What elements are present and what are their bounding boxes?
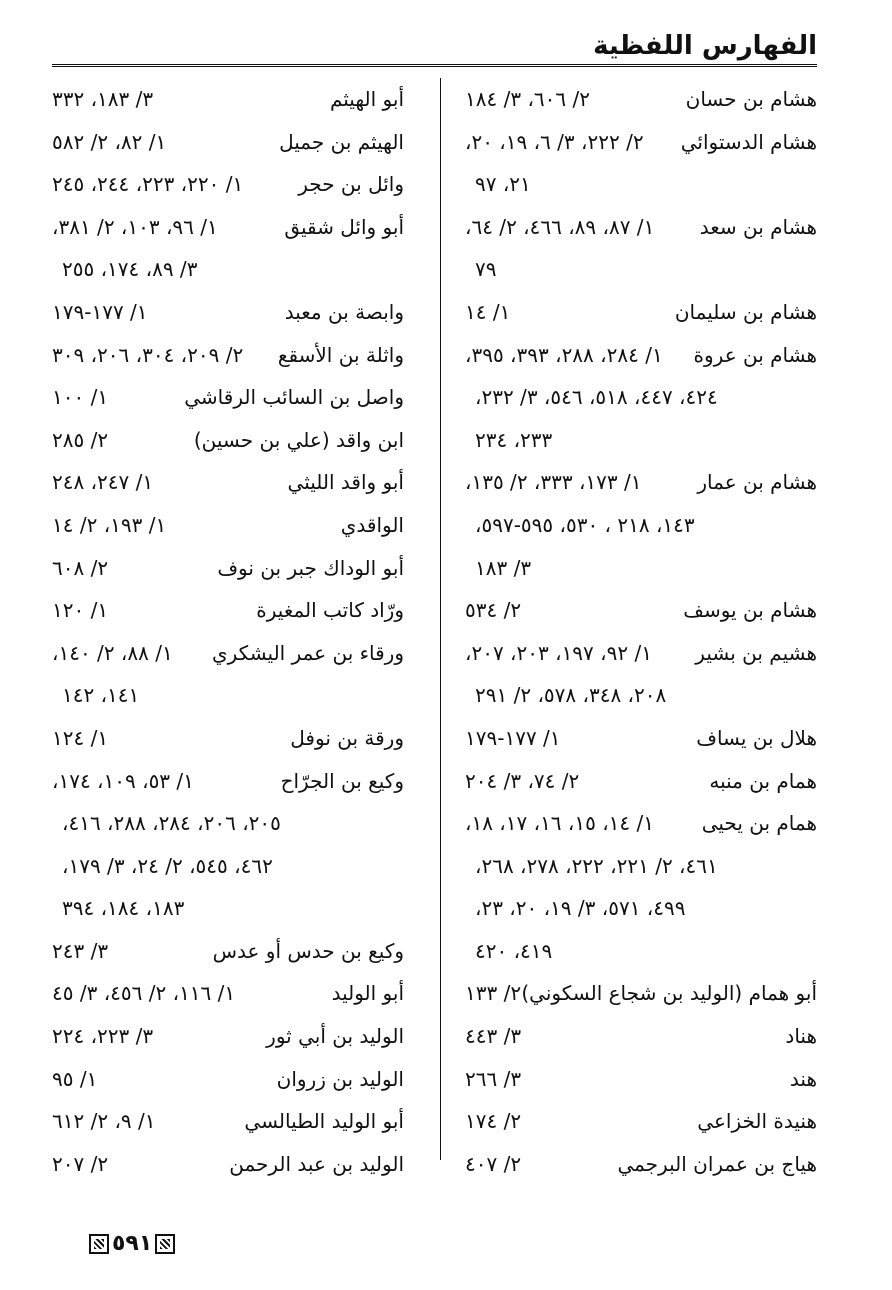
- entry-refs: ٣/ ١٨٣، ٣٣٢: [52, 87, 154, 111]
- entry-name: أبو الوداك جبر بن نوف: [217, 555, 404, 580]
- ornament-icon: [89, 1234, 109, 1254]
- entry-refs-continuation: ٢٠٥، ٢٠٦، ٢٨٤، ٢٨٨، ٤١٦،: [62, 811, 281, 836]
- index-entry-line: [52, 717, 404, 760]
- index-entry-line: [465, 1100, 817, 1143]
- entry-refs-continuation: ٣/ ١٨٣: [475, 555, 532, 580]
- entry-refs: ٢/ ١٣٣: [465, 981, 522, 1006]
- index-entry-line: [52, 419, 404, 462]
- index-entry: [52, 632, 404, 717]
- index-entry: [465, 632, 817, 717]
- index-entry-line: [465, 1143, 817, 1186]
- index-entry-line: [465, 121, 817, 164]
- entry-name: وابصة بن معبد: [284, 299, 404, 324]
- entry-refs: ١/ ١٠٠: [52, 385, 109, 410]
- entry-name: أبو همام (الوليد بن شجاع السكوني): [521, 981, 817, 1006]
- index-entry: [52, 589, 404, 632]
- page-title: الفهارس اللفظية: [593, 31, 817, 61]
- index-entry-line: [52, 206, 404, 249]
- entry-name: هياج بن عمران البرجمي: [617, 1151, 817, 1176]
- entry-refs: ١/ ٢٤٧، ٢٤٨: [52, 470, 154, 495]
- entry-refs: ١/ ٩، ٢/ ٦١٢: [52, 1109, 156, 1134]
- entry-refs: ٣/ ٢٢٣، ٢٢٤: [52, 1024, 154, 1049]
- entry-refs: ٣/ ٤٤٣: [465, 1024, 522, 1049]
- index-entry-line: [52, 632, 404, 675]
- entry-name: وائل بن حجر: [298, 172, 404, 197]
- entry-refs: ١/ ١٢٤: [52, 725, 109, 750]
- index-entry: [465, 1058, 817, 1101]
- entry-name: الواقدي: [340, 512, 404, 537]
- index-entry-line: [52, 760, 404, 803]
- index-entry: [465, 1015, 817, 1058]
- index-entry-line: [52, 1015, 404, 1058]
- index-entry: [52, 930, 404, 973]
- entry-refs: ٢/ ٢٨٥: [52, 427, 109, 452]
- entry-name: أبو الهيثم: [329, 87, 404, 111]
- index-entry: [52, 334, 404, 377]
- entry-refs: ١/ ١٧٧-١٧٩: [52, 299, 148, 324]
- index-entry: [465, 717, 817, 760]
- index-entry-line: [52, 78, 404, 121]
- index-entry-line: [52, 163, 404, 206]
- entry-name: الوليد بن زروان: [276, 1066, 404, 1091]
- entry-refs: ٢/ ١٧٤: [465, 1109, 522, 1134]
- entry-name: ورقة بن نوفل: [290, 725, 404, 750]
- index-entry-line: [465, 461, 817, 504]
- entry-refs-continuation: ٤٩٩، ٥٧١، ٣/ ١٩، ٢٠، ٢٣،: [475, 896, 686, 921]
- index-entry-line: [52, 334, 404, 377]
- entry-refs-continuation: ٤٦١، ٢/ ٢٢١، ٢٢٢، ٢٧٨، ٢٦٨،: [475, 853, 718, 878]
- index-entry-line: [52, 547, 404, 590]
- entry-refs: ٢/ ٤٠٧: [465, 1151, 522, 1176]
- index-entry-line: [465, 291, 817, 334]
- index-entry: [465, 121, 817, 206]
- index-entry-line: [52, 930, 404, 973]
- index-entry: [52, 163, 404, 206]
- entry-refs: ١/ ٥٣، ١٠٩، ١٧٤،: [52, 768, 194, 793]
- entry-name: همام بن منبه: [709, 768, 817, 793]
- page-number-text: ٥٩١: [112, 1231, 153, 1256]
- entry-refs-continuation: ٤٦٢، ٥٤٥، ٢/ ٢٤، ٣/ ١٧٩،: [62, 853, 273, 878]
- index-entry: [465, 334, 817, 462]
- entry-refs: ٣/ ٢٤٣: [52, 938, 109, 963]
- entry-name: همام بن يحيى: [701, 811, 817, 836]
- index-entry-line: [52, 1100, 404, 1143]
- entry-refs-continuation: ١٤١، ١٤٢: [62, 683, 140, 708]
- index-entry: [465, 589, 817, 632]
- index-entry: [52, 419, 404, 462]
- index-entry-line: [52, 1058, 404, 1101]
- entry-refs: ١/ ١٤: [465, 299, 511, 324]
- index-entry: [52, 291, 404, 334]
- entry-refs-continuation: ٤٢٤، ٤٤٧، ٥١٨، ٥٤٦، ٣/ ٢٣٢،: [475, 385, 718, 410]
- index-entry-line: [52, 291, 404, 334]
- entry-name: هلال بن يساف: [696, 725, 817, 750]
- entry-refs: ١/ ١٤، ١٥، ١٦، ١٧، ١٨،: [465, 811, 654, 836]
- index-column-right: [465, 78, 817, 1176]
- entry-name: الوليد بن أبي ثور: [266, 1024, 404, 1049]
- ornament-icon: [155, 1234, 175, 1254]
- index-entry: [52, 1143, 404, 1186]
- entry-name: هند: [789, 1066, 817, 1091]
- index-entry: [52, 717, 404, 760]
- index-entry: [465, 760, 817, 803]
- entry-name: هشيم بن بشير: [695, 640, 817, 665]
- index-entry-line: [52, 376, 404, 419]
- entry-refs: ٢/ ٢٢٢، ٣/ ٦، ١٩، ٢٠،: [465, 129, 644, 154]
- index-entry-line: [52, 461, 404, 504]
- index-entry: [52, 78, 404, 121]
- index-entry: [465, 78, 817, 121]
- entry-name: ورقاء بن عمر اليشكري: [211, 640, 404, 665]
- entry-name: أبو واقد الليثي: [287, 470, 404, 495]
- entry-refs: ١/ ٩٦، ١٠٣، ٢/ ٣٨١،: [52, 214, 218, 239]
- index-entry: [52, 376, 404, 419]
- index-entry-line: [465, 972, 817, 1015]
- index-entry-line: [465, 206, 817, 249]
- index-entry-line: [465, 78, 817, 121]
- index-entry-line: [52, 1143, 404, 1186]
- entry-refs: ٢/ ٢٠٧: [52, 1151, 109, 1176]
- entry-refs: ١/ ١٧٣، ٣٣٣، ٢/ ١٣٥،: [465, 470, 642, 495]
- entry-name: الهيثم بن جميل: [279, 129, 404, 154]
- index-entry-line: [465, 1058, 817, 1101]
- index-entry: [465, 802, 817, 972]
- index-entry-line: [465, 802, 817, 845]
- index-entry: [465, 1143, 817, 1186]
- index-entry: [52, 547, 404, 590]
- entry-refs-continuation: ١٤٣، ٢١٨ ، ٥٣٠، ٥٩٥-٥٩٧،: [475, 512, 695, 537]
- entry-name: الوليد بن عبد الرحمن: [229, 1151, 404, 1176]
- entry-refs: ١/ ٩٥: [52, 1066, 98, 1091]
- entry-refs-continuation: ٣/ ٨٩، ١٧٤، ٢٥٥: [62, 257, 198, 282]
- index-entry: [52, 504, 404, 547]
- entry-name: وكيع بن الجرّاح: [280, 768, 404, 793]
- entry-name: هشام بن سعد: [699, 214, 817, 239]
- entry-name: ابن واقد (علي بن حسين): [193, 427, 404, 452]
- entry-refs-continuation: ٢٣٣، ٢٣٤: [475, 427, 553, 452]
- entry-refs: ٢/ ٢٠٩، ٣٠٤، ٢٠٦، ٣٠٩: [52, 342, 244, 367]
- entry-name: واصل بن السائب الرقاشي: [184, 385, 404, 410]
- entry-refs: ١/ ٨٨، ٢/ ١٤٠،: [52, 640, 173, 665]
- entry-refs-continuation: ٧٩: [475, 257, 497, 282]
- index-entry: [465, 461, 817, 589]
- entry-refs: ٣/ ٢٦٦: [465, 1066, 522, 1091]
- entry-name: هناد: [785, 1024, 817, 1049]
- entry-name: هشام بن عروة: [693, 342, 817, 367]
- entry-refs: ١/ ٨٢، ٢/ ٥٨٢: [52, 129, 167, 154]
- index-entry-line: [52, 589, 404, 632]
- entry-refs: ١/ ٩٢، ١٩٧، ٢٠٣، ٢٠٧،: [465, 640, 652, 665]
- index-entry: [52, 972, 404, 1015]
- index-entry: [465, 206, 817, 291]
- index-entry-line: [465, 632, 817, 675]
- entry-name: أبو الوليد الطيالسي: [244, 1109, 404, 1134]
- entry-refs-continuation: ٤١٩، ٤٢٠: [475, 938, 553, 963]
- index-entry: [52, 760, 404, 930]
- entry-name: هشام بن يوسف: [683, 598, 817, 623]
- index-entry: [465, 291, 817, 334]
- entry-name: هشام بن حسان: [685, 87, 817, 111]
- index-entry-line: [52, 504, 404, 547]
- index-entry-line: [465, 760, 817, 803]
- entry-name: هشام بن سليمان: [674, 299, 817, 324]
- index-entry: [52, 1100, 404, 1143]
- index-entry: [52, 1058, 404, 1101]
- entry-refs: ١/ ٢٢٠، ٢٢٣، ٢٤٤، ٢٤٥: [52, 172, 244, 197]
- index-entry-line: [465, 589, 817, 632]
- entry-name: أبو وائل شقيق: [284, 214, 404, 239]
- index-entry-line: [465, 1015, 817, 1058]
- entry-name: هشام الدستوائي: [680, 129, 817, 154]
- page-number: [86, 1230, 178, 1258]
- entry-name: هنيدة الخزاعي: [697, 1109, 817, 1134]
- entry-refs: ١/ ١٢٠: [52, 598, 109, 623]
- entry-refs: ١/ ١٩٣، ٢/ ١٤: [52, 512, 167, 537]
- index-entry: [52, 461, 404, 504]
- entry-refs: ٢/ ٦٠٦، ٣/ ١٨٤: [465, 87, 590, 111]
- index-column-left: [52, 78, 404, 1176]
- index-entry-line: [465, 334, 817, 377]
- index-entry: [52, 1015, 404, 1058]
- index-entry: [465, 972, 817, 1015]
- entry-name: ورّاد كاتب المغيرة: [256, 598, 404, 623]
- entry-name: هشام بن عمار: [697, 470, 817, 495]
- entry-refs: ١/ ٢٨٤، ٢٨٨، ٣٩٣، ٣٩٥،: [465, 342, 663, 367]
- index-entry-line: [465, 717, 817, 760]
- index-entry-line: [52, 972, 404, 1015]
- entry-refs-continuation: ٢٠٨، ٣٤٨، ٥٧٨، ٢/ ٢٩١: [475, 683, 667, 708]
- entry-refs-continuation: ٢١، ٩٧: [475, 172, 531, 197]
- column-divider: [440, 78, 441, 1160]
- entry-refs: ١/ ١١٦، ٢/ ٤٥٦، ٣/ ٤٥: [52, 981, 236, 1006]
- page-header: [52, 28, 817, 67]
- entry-refs: ٢/ ٦٠٨: [52, 555, 109, 580]
- entry-refs: ٢/ ٧٤، ٣/ ٢٠٤: [465, 768, 580, 793]
- entry-refs: ١/ ١٧٧-١٧٩: [465, 725, 561, 750]
- index-columns: [52, 78, 817, 1176]
- entry-name: وكيع بن حدس أو عدس: [212, 938, 404, 963]
- entry-name: واثلة بن الأسقع: [277, 342, 404, 367]
- index-entry: [52, 206, 404, 291]
- entry-refs: ٢/ ٥٣٤: [465, 598, 522, 623]
- index-entry: [465, 1100, 817, 1143]
- entry-name: أبو الوليد: [331, 981, 404, 1006]
- index-entry: [52, 121, 404, 164]
- entry-refs: ١/ ٨٧، ٨٩، ٤٦٦، ٢/ ٦٤،: [465, 214, 655, 239]
- entry-refs-continuation: ١٨٣، ١٨٤، ٣٩٤: [62, 896, 185, 921]
- index-entry-line: [52, 121, 404, 164]
